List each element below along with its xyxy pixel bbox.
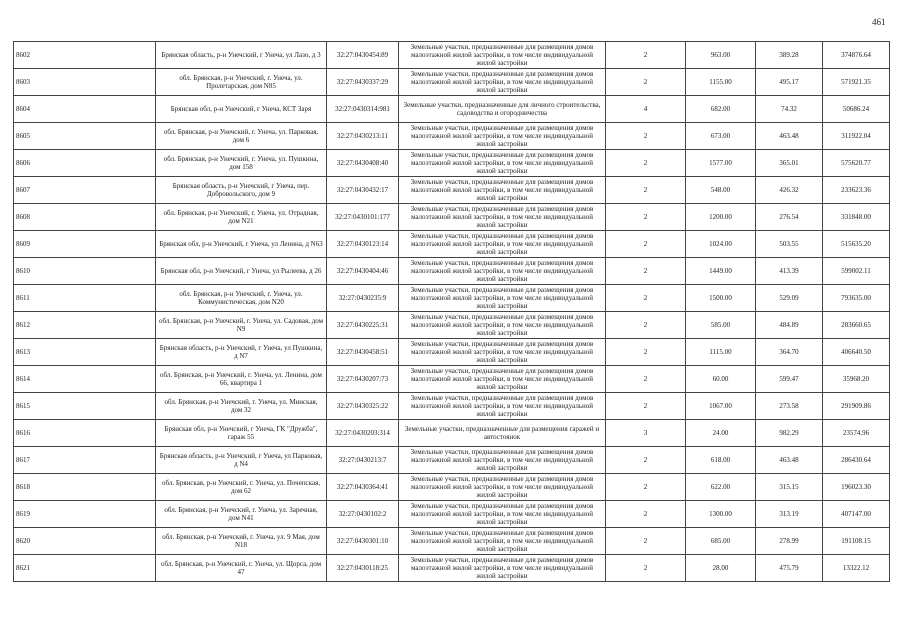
group-cell: 2 [606, 231, 686, 258]
specific-value-cell: 313.19 [756, 501, 823, 528]
specific-value-cell: 599.47 [756, 366, 823, 393]
cadastral-number-cell: 32:27:0430337:29 [327, 69, 399, 96]
group-cell: 2 [606, 501, 686, 528]
specific-value-cell: 365.01 [756, 150, 823, 177]
table-row [14, 42, 890, 69]
specific-value-cell: 529.09 [756, 285, 823, 312]
permitted-use-cell: Земельные участки, предназначенные для размещения домов малоэтажной жилой застройки, в том числе индивидуальной жилой застройки [399, 312, 606, 339]
address-cell: Брянская область, р-н Унечский, г Унеча, ул Пушкина, д N7 [156, 339, 327, 366]
specific-value-cell: 475.79 [756, 555, 823, 582]
permitted-use-cell: Земельные участки, предназначенные для размещения домов малоэтажной жилой застройки, в том числе индивидуальной жилой застройки [399, 366, 606, 393]
row-number-cell: 8602 [14, 42, 156, 69]
group-cell: 2 [606, 393, 686, 420]
cadastral-number-cell: 32:27:0430454:89 [327, 42, 399, 69]
specific-value-cell: 495.17 [756, 69, 823, 96]
cadastral-value-cell: 331848.00 [823, 204, 890, 231]
cadastral-value-cell: 196023.30 [823, 474, 890, 501]
permitted-use-cell: Земельные участки, предназначенные для размещения домов малоэтажной жилой застройки, в том числе индивидуальной жилой застройки [399, 285, 606, 312]
cadastral-number-cell: 32:27:0430301:10 [327, 528, 399, 555]
cadastral-value-cell: 191108.15 [823, 528, 890, 555]
area-cell: 28.00 [686, 555, 756, 582]
address-cell: обл. Брянская, р-н Унечский, г. Унеча, ул. Коммунистическая, дом N20 [156, 285, 327, 312]
table-row [14, 69, 890, 96]
permitted-use-cell: Земельные участки, предназначенные для размещения гаражей и автостоянок [399, 420, 606, 447]
row-number-cell: 8614 [14, 366, 156, 393]
row-number-cell: 8604 [14, 96, 156, 123]
group-cell: 2 [606, 150, 686, 177]
table-row [14, 528, 890, 555]
cadastral-value-cell: 575620.77 [823, 150, 890, 177]
cadastral-value-cell: 50686.24 [823, 96, 890, 123]
permitted-use-cell: Земельные участки, предназначенные для размещения домов малоэтажной жилой застройки, в том числе индивидуальной жилой застройки [399, 501, 606, 528]
permitted-use-cell: Земельные участки, предназначенные для размещения домов малоэтажной жилой застройки, в том числе индивидуальной жилой застройки [399, 393, 606, 420]
cadastral-value-cell: 406640.50 [823, 339, 890, 366]
cadastral-number-cell: 32:27:0430203:314 [327, 420, 399, 447]
group-cell: 2 [606, 339, 686, 366]
row-number-cell: 8607 [14, 177, 156, 204]
row-number-cell: 8615 [14, 393, 156, 420]
row-number-cell: 8603 [14, 69, 156, 96]
permitted-use-cell: Земельные участки, предназначенные для размещения домов малоэтажной жилой застройки, в том числе индивидуальной жилой застройки [399, 177, 606, 204]
specific-value-cell: 315.15 [756, 474, 823, 501]
area-cell: 1449.00 [686, 258, 756, 285]
specific-value-cell: 273.58 [756, 393, 823, 420]
cadastral-value-cell: 233623.36 [823, 177, 890, 204]
cadastral-number-cell: 32:27:0430432:17 [327, 177, 399, 204]
permitted-use-cell: Земельные участки, предназначенные для размещения домов малоэтажной жилой застройки, в том числе индивидуальной жилой застройки [399, 447, 606, 474]
address-cell: обл. Брянская, р-н Унечский, г. Унеча, ул. 9 Мая, дом N18 [156, 528, 327, 555]
cadastral-value-cell: 291909.86 [823, 393, 890, 420]
cadastral-value-cell: 407147.00 [823, 501, 890, 528]
area-cell: 1155.00 [686, 69, 756, 96]
cadastral-value-cell: 571921.35 [823, 69, 890, 96]
area-cell: 963.00 [686, 42, 756, 69]
cadastral-value-cell: 374876.64 [823, 42, 890, 69]
group-cell: 2 [606, 474, 686, 501]
area-cell: 685.00 [686, 528, 756, 555]
area-cell: 622.00 [686, 474, 756, 501]
cadastral-value-cell: 793635.00 [823, 285, 890, 312]
specific-value-cell: 503.55 [756, 231, 823, 258]
table-row [14, 150, 890, 177]
permitted-use-cell: Земельные участки, предназначенные для размещения домов малоэтажной жилой застройки, в том числе индивидуальной жилой застройки [399, 339, 606, 366]
cadastral-value-cell: 13322.12 [823, 555, 890, 582]
cadastral-value-cell: 311922.04 [823, 123, 890, 150]
group-cell: 2 [606, 285, 686, 312]
cadastral-number-cell: 32:27:0430118:25 [327, 555, 399, 582]
address-cell: Брянская обл, р-н Унечский, г Унеча, ул Рылеева, д 26 [156, 258, 327, 285]
table-row [14, 555, 890, 582]
table-row [14, 420, 890, 447]
area-cell: 1500.00 [686, 285, 756, 312]
group-cell: 3 [606, 420, 686, 447]
permitted-use-cell: Земельные участки, предназначенные для размещения домов малоэтажной жилой застройки, в том числе индивидуальной жилой застройки [399, 555, 606, 582]
cadastral-value-cell: 599002.11 [823, 258, 890, 285]
cadastral-value-cell: 515635.20 [823, 231, 890, 258]
table-row [14, 474, 890, 501]
address-cell: Брянская область, р-н Унечский, г Унеча, пер. Добровольского, дом 9 [156, 177, 327, 204]
table-row [14, 123, 890, 150]
row-number-cell: 8617 [14, 447, 156, 474]
row-number-cell: 8609 [14, 231, 156, 258]
row-number-cell: 8618 [14, 474, 156, 501]
row-number-cell: 8613 [14, 339, 156, 366]
table-body [14, 42, 890, 582]
table-row [14, 258, 890, 285]
group-cell: 2 [606, 204, 686, 231]
cadastral-number-cell: 32:27:0430123:14 [327, 231, 399, 258]
area-cell: 618.00 [686, 447, 756, 474]
cadastral-number-cell: 32:27:0430225:31 [327, 312, 399, 339]
specific-value-cell: 74.32 [756, 96, 823, 123]
row-number-cell: 8608 [14, 204, 156, 231]
cadastral-number-cell: 32:27:0430235:9 [327, 285, 399, 312]
permitted-use-cell: Земельные участки, предназначенные для размещения домов малоэтажной жилой застройки, в том числе индивидуальной жилой застройки [399, 474, 606, 501]
permitted-use-cell: Земельные участки, предназначенные для размещения домов малоэтажной жилой застройки, в том числе индивидуальной жилой застройки [399, 150, 606, 177]
area-cell: 1200.00 [686, 204, 756, 231]
permitted-use-cell: Земельные участки, предназначенные для размещения домов малоэтажной жилой застройки, в том числе индивидуальной жилой застройки [399, 231, 606, 258]
row-number-cell: 8616 [14, 420, 156, 447]
address-cell: обл. Брянская, р-н Унечский, г. Унеча, ул. Почепская, дом 62 [156, 474, 327, 501]
area-cell: 548.00 [686, 177, 756, 204]
table-row [14, 177, 890, 204]
table-row [14, 96, 890, 123]
area-cell: 673.00 [686, 123, 756, 150]
row-number-cell: 8605 [14, 123, 156, 150]
cadastral-number-cell: 32:27:0430404:46 [327, 258, 399, 285]
table-row [14, 366, 890, 393]
address-cell: обл. Брянская, р-н Унечский, г. Унеча, ул. Парковая, дом 6 [156, 123, 327, 150]
table-row [14, 393, 890, 420]
specific-value-cell: 413.39 [756, 258, 823, 285]
cadastral-value-cell: 35968.20 [823, 366, 890, 393]
cadastral-value-cell: 23574.96 [823, 420, 890, 447]
group-cell: 2 [606, 555, 686, 582]
table-row [14, 231, 890, 258]
address-cell: Брянская обл, р-н Унечский, г Унеча, ул Ленина, д N63 [156, 231, 327, 258]
address-cell: Брянская обл, р-н Унечский, г Унеча, КСТ Заря [156, 96, 327, 123]
group-cell: 2 [606, 69, 686, 96]
table-row [14, 339, 890, 366]
cadastral-number-cell: 32:27:0430408:40 [327, 150, 399, 177]
address-cell: обл. Брянская, р-н Унечский, г. Унеча, ул. Минская, дом 32 [156, 393, 327, 420]
specific-value-cell: 463.48 [756, 123, 823, 150]
cadastral-value-cell: 283660.65 [823, 312, 890, 339]
group-cell: 2 [606, 258, 686, 285]
group-cell: 2 [606, 366, 686, 393]
page-number: 461 [872, 17, 886, 27]
cadastral-number-cell: 32:27:0430213:7 [327, 447, 399, 474]
group-cell: 2 [606, 528, 686, 555]
area-cell: 1024.00 [686, 231, 756, 258]
cadastral-number-cell: 32:27:0430325:22 [327, 393, 399, 420]
table-row [14, 501, 890, 528]
area-cell: 1115.00 [686, 339, 756, 366]
row-number-cell: 8612 [14, 312, 156, 339]
area-cell: 1300.00 [686, 501, 756, 528]
cadastral-number-cell: 32:27:0430101:177 [327, 204, 399, 231]
permitted-use-cell: Земельные участки, предназначенные для размещения домов малоэтажной жилой застройки, в том числе индивидуальной жилой застройки [399, 528, 606, 555]
address-cell: обл. Брянская, р-н Унечский, г. Унеча, ул. Пролетарская, дом N85 [156, 69, 327, 96]
area-cell: 1577.00 [686, 150, 756, 177]
specific-value-cell: 463.48 [756, 447, 823, 474]
cadastral-value-cell: 286430.64 [823, 447, 890, 474]
cadastral-number-cell: 32:27:0430207:73 [327, 366, 399, 393]
group-cell: 2 [606, 177, 686, 204]
area-cell: 24.00 [686, 420, 756, 447]
row-number-cell: 8620 [14, 528, 156, 555]
cadastral-number-cell: 32:27:0430102:2 [327, 501, 399, 528]
group-cell: 2 [606, 123, 686, 150]
permitted-use-cell: Земельные участки, предназначенные для размещения домов малоэтажной жилой застройки, в том числе индивидуальной жилой застройки [399, 42, 606, 69]
row-number-cell: 8611 [14, 285, 156, 312]
row-number-cell: 8610 [14, 258, 156, 285]
cadastral-number-cell: 32:27:0430213:11 [327, 123, 399, 150]
address-cell: обл. Брянская, р-н Унечский, г. Унеча, ул. Щорса, дом 47 [156, 555, 327, 582]
permitted-use-cell: Земельные участки, предназначенные для размещения домов малоэтажной жилой застройки, в том числе индивидуальной жилой застройки [399, 258, 606, 285]
specific-value-cell: 484.89 [756, 312, 823, 339]
address-cell: Брянская обл, р-н Унечский, г Унеча, ГК "Дружба", гараж 55 [156, 420, 327, 447]
group-cell: 2 [606, 447, 686, 474]
area-cell: 60.00 [686, 366, 756, 393]
address-cell: обл. Брянская, р-н Унечский, г. Унеча, ул. Садовая, дом N9 [156, 312, 327, 339]
address-cell: обл. Брянская, р-н Унечский, г. Унеча, ул. Пушкина, дом 158 [156, 150, 327, 177]
table-row [14, 285, 890, 312]
address-cell: обл. Брянская, р-н Унечский, г. Унеча, ул. Ленина, дом 66, квартира 1 [156, 366, 327, 393]
area-cell: 682.00 [686, 96, 756, 123]
permitted-use-cell: Земельные участки, предназначенные для личного строительства, садоводства и огородничества [399, 96, 606, 123]
address-cell: Брянская область, р-н Унечский, г Унеча, ул Лазо, д 3 [156, 42, 327, 69]
cadastral-number-cell: 32:27:0430458:51 [327, 339, 399, 366]
area-cell: 1067.00 [686, 393, 756, 420]
cadastral-number-cell: 32:27:0430314:981 [327, 96, 399, 123]
specific-value-cell: 426.32 [756, 177, 823, 204]
cadastral-number-cell: 32:27:0430364:41 [327, 474, 399, 501]
address-cell: обл. Брянская, р-н Унечский, г. Унеча, ул. Заречная, дом N41 [156, 501, 327, 528]
specific-value-cell: 364.70 [756, 339, 823, 366]
row-number-cell: 8619 [14, 501, 156, 528]
group-cell: 2 [606, 42, 686, 69]
specific-value-cell: 276.54 [756, 204, 823, 231]
row-number-cell: 8606 [14, 150, 156, 177]
group-cell: 2 [606, 312, 686, 339]
table-row [14, 204, 890, 231]
group-cell: 4 [606, 96, 686, 123]
area-cell: 585.00 [686, 312, 756, 339]
address-cell: обл. Брянская, р-н Унечский, г. Унеча, ул. Отрадная, дом N21 [156, 204, 327, 231]
permitted-use-cell: Земельные участки, предназначенные для размещения домов малоэтажной жилой застройки, в том числе индивидуальной жилой застройки [399, 69, 606, 96]
permitted-use-cell: Земельные участки, предназначенные для размещения домов малоэтажной жилой застройки, в том числе индивидуальной жилой застройки [399, 204, 606, 231]
specific-value-cell: 278.99 [756, 528, 823, 555]
row-number-cell: 8621 [14, 555, 156, 582]
table-row [14, 447, 890, 474]
address-cell: Брянская область, р-н Унечский, г Унеча, ул Парковая, д N4 [156, 447, 327, 474]
cadastral-value-table [13, 41, 890, 582]
permitted-use-cell: Земельные участки, предназначенные для размещения домов малоэтажной жилой застройки, в том числе индивидуальной жилой застройки [399, 123, 606, 150]
specific-value-cell: 389.28 [756, 42, 823, 69]
table-row [14, 312, 890, 339]
specific-value-cell: 982.29 [756, 420, 823, 447]
